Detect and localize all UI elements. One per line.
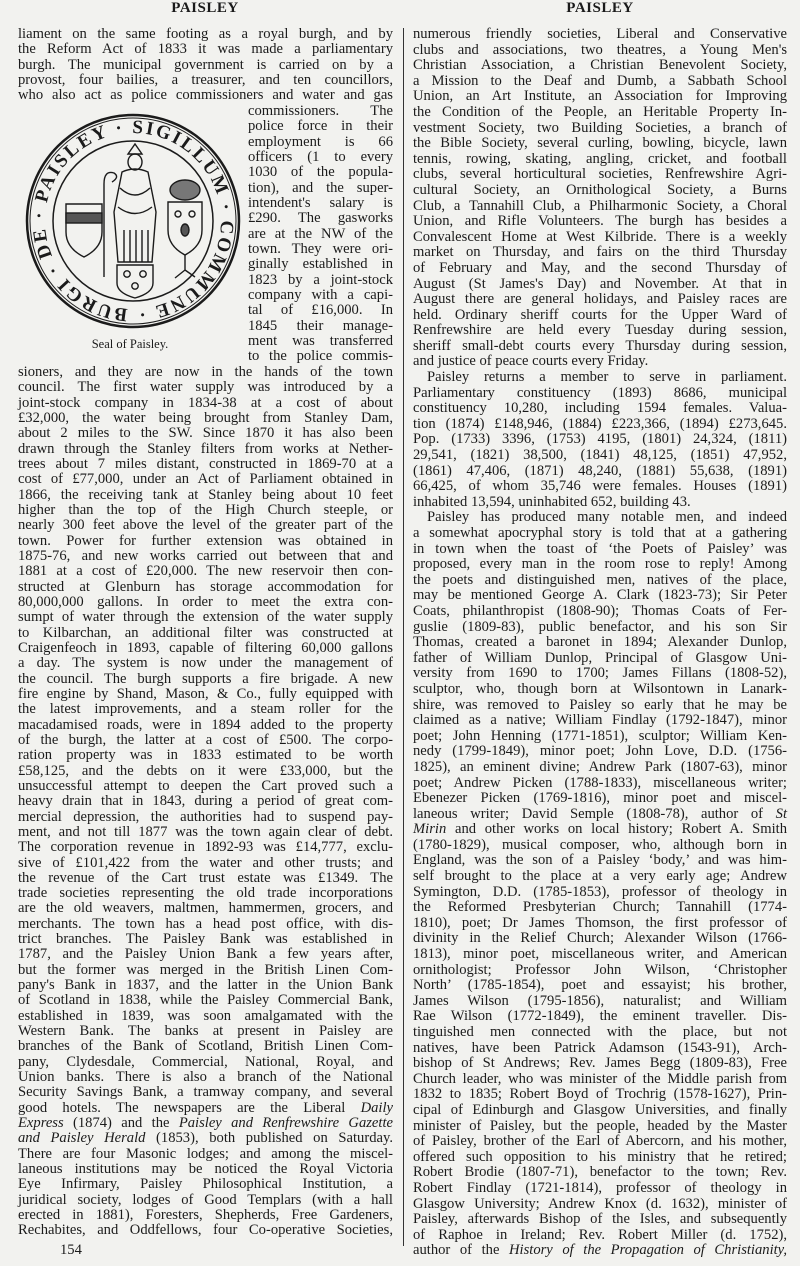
text-line: town. Power for further extension was obtained in	[18, 532, 393, 549]
left-column-top-text	[18, 27, 393, 104]
text-line: the revenue of the Cart trust estate was £1349. The	[18, 869, 393, 886]
text-line: structed at Glenburn has storage accommodation for	[18, 578, 393, 595]
text-line: Pop. (1733) 3396, (1753) 4195, (1801) 24,324, (1811)	[413, 431, 787, 448]
text-line: August there are general holidays, and Paisley races are	[413, 291, 787, 308]
italic-title-text: History of the Propagation of Christianity,	[509, 1242, 787, 1259]
text-line: (1780-1829), musical composer, who, although born in	[413, 836, 787, 853]
italic-title-text: and Paisley Herald	[18, 1130, 146, 1147]
text-line: liament on the same footing as a royal burgh, and by	[18, 26, 393, 42]
text-line: the Reform Act of 1833 it was made a parliamentary	[18, 41, 393, 58]
text-line: Union, an Art Institute, an Association for Improving	[413, 88, 787, 105]
text-segment: author of the	[413, 1242, 509, 1259]
text-line: divinity in the Relief Church; Alexander Wilson (1766-	[413, 930, 787, 947]
text-line: sculptor, who, though born at Wilsontown in Lanark-	[413, 680, 787, 697]
text-line: cost of £77,000, under an Act of Parliament obtained in	[18, 471, 393, 488]
text-line: ration property was in 1833 estimated to be worth	[18, 747, 393, 764]
text-line: Renfrewshire are held every Tuesday during session,	[413, 322, 787, 339]
text-line: tinguished men connected with the place, but not	[413, 1024, 787, 1040]
text-line: the Reformed Presbyterian Church; Tannahill (1774-	[413, 899, 787, 916]
text-line: £290. The gasworks	[248, 210, 393, 227]
text-line: branches of the Bank of Scotland, British Linen Com-	[18, 1038, 393, 1055]
text-line: Craigenfeoch in 1893, capable of filtering 60,000 gallons	[18, 639, 393, 656]
text-line: 29,541, (1821) 38,500, (1841) 48,125, (1851) 47,952,	[413, 447, 787, 464]
text-line: market on Thursday, and fairs on the third Thursday	[413, 244, 787, 261]
text-line: 66,425, of whom 35,746 were females. Houses (1891)	[413, 478, 787, 495]
text-line: the poets and distinguished men, natives of the place,	[413, 571, 787, 588]
text-line: a day. The system is now under the management of	[18, 655, 393, 672]
text-line: drawn through the Stanley filters from works at Nether-	[18, 440, 393, 457]
text-line: Coats, philanthropist (1808-90); Thomas Coats of Fer-	[413, 602, 787, 619]
text-line: natives, have been Patrick Adamson (1543-91), Arch-	[413, 1039, 787, 1056]
text-line: ornithologist; Professor John Wilson, ‘Christopher	[413, 961, 787, 978]
text-line: guslie (1809-83), public benefactor, and his son Sir	[413, 618, 787, 635]
text-line: the latest improvements, and a steam roller for the	[18, 701, 393, 718]
text-line: ginally established in	[248, 256, 393, 273]
text-segment: (1853), both published on Saturday.	[145, 1130, 393, 1147]
text-line: nedy (1799-1849), minor poet; John Love, D.D. (1756-	[413, 743, 787, 760]
text-line: trict branches. The Paisley Bank was established in	[18, 931, 393, 948]
text-line: Thomas, created a baronet in 1894; Alexander Dunlop,	[413, 634, 787, 651]
text-line: a somewhat apocryphal story is told that at a gathering	[413, 525, 787, 541]
page-number: 154	[60, 1242, 82, 1258]
text-line: 1813), minor poet, miscellaneous writer, and American	[413, 946, 787, 963]
text-line: Paisley, afterwards Bishop of the Isles, and subsequently	[413, 1211, 787, 1228]
running-header-right: PAISLEY	[566, 0, 634, 16]
text-line	[413, 822, 787, 838]
text-line: in town when the toast of ‘the Poets of Paisley’ was	[413, 540, 787, 557]
text-line: tion (1874) £148,946, (1884) £223,366, (1894) £273,645.	[413, 415, 787, 432]
text-line: inhabited 13,594, uninhabited 652, building 43.	[413, 493, 691, 510]
text-line: Paisley returns a member to serve in parliament.	[427, 369, 787, 386]
text-line: numerous friendly societies, Liberal and Conservative	[413, 26, 787, 42]
text-line: company with a capi-	[248, 286, 393, 303]
italic-title-text: St	[775, 805, 787, 822]
text-line: Union banks. There is also a branch of the National	[18, 1069, 393, 1086]
text-line: tion), and the super-	[248, 179, 393, 196]
text-line: August (St James's Day) and November. At that in	[413, 275, 787, 292]
text-line: sive of £101,422 from the water and other trusts; and	[18, 854, 393, 871]
left-column-beside-seal-text	[248, 104, 393, 365]
text-line: the Bible Society, several curling, bowling, bicycle, lawn	[413, 135, 787, 152]
text-line: who also act as police commissioners and water and gas	[18, 87, 393, 104]
text-line: Robert Brodie (1807-71), benefactor to the town; Rev.	[413, 1164, 787, 1181]
text-line: tennis, rowing, skating, angling, cricket, and football	[413, 150, 787, 167]
text-line: Paisley has produced many notable men, and indeed	[427, 509, 787, 526]
text-line: tal of £16,000. In	[248, 302, 393, 319]
text-line: clubs, several horticultural societies, Renfrewshire Agri-	[413, 166, 787, 183]
text-line: of Paisley, brother of the Earl of Abercorn, and his mother,	[413, 1133, 787, 1150]
text-line: James Wilson (1795-1856), naturalist; and William	[413, 992, 787, 1009]
text-line: a Mission to the Deaf and Dumb, a Sabbath School	[413, 72, 787, 89]
italic-title-text: Mirin	[413, 821, 447, 838]
text-line: officers (1 to every	[248, 148, 393, 165]
text-line: joint-stock company in 1834-38 at a cost of about	[18, 394, 393, 411]
text-line: Eye Infirmary, Paisley Philosophical Institution, a	[18, 1176, 393, 1193]
italic-title-text: Express	[18, 1115, 64, 1132]
bishop-figure	[104, 144, 156, 277]
text-line: sumpt of water through the extension of the water supply	[18, 609, 393, 626]
text-line: Church leader, who was minister of the Middle parish from	[413, 1070, 787, 1087]
text-segment: and other works on local history; Robert A. Smith	[446, 821, 787, 838]
text-line: bishop of St Andrews; Rev. James Begg (1809-83), Free	[413, 1055, 787, 1072]
seal-caption: Seal of Paisley.	[91, 337, 169, 351]
text-line: and justice of peace courts every Friday.	[413, 353, 649, 370]
text-line: Christian Association, a Christian Benevolent Society,	[413, 57, 787, 74]
text-line: sheriff small-debt courts every Thursday during session,	[413, 337, 787, 354]
text-line: 80,000,000 gallons. In order to meet the extra con-	[18, 593, 393, 610]
text-line: 1825), an eminent divine; Andrew Park (1807-63), minor	[413, 758, 787, 775]
text-line: pany, Clydesdale, Commercial, National, Royal, and	[18, 1053, 393, 1070]
text-line: mercial depression, the authorities had to suspend pay-	[18, 808, 393, 825]
text-line: pany's Bank in 1837, and the latter in the Union Bank	[18, 977, 393, 994]
text-line: cipal of Edinburgh and Glasgow Universities, and finally	[413, 1101, 787, 1118]
text-line: minister of Paisley, but the people, headed by the Master	[413, 1117, 787, 1134]
text-line: vestment Society, two Building Societies, a branch of	[413, 119, 787, 136]
text-line	[18, 1101, 393, 1116]
text-line: higher than the top of the High Church steeple, or	[18, 501, 393, 518]
text-line: burgh. The municipal government is carried on by a	[18, 56, 393, 73]
text-line: clubs and associations, two theatres, a Young Men's	[413, 41, 787, 58]
text-line: laneous institutions may be noticed the Royal Victoria	[18, 1161, 393, 1178]
text-line: trade societies representing the old trade incorporations	[18, 885, 393, 902]
text-segment: good hotels. The newspapers are the Liberal	[18, 1099, 361, 1116]
text-line: self brought to the place at a very early age; Andrew	[413, 868, 787, 885]
text-line: fire engine by Shand, Mason, & Co., fully equipped with	[18, 685, 393, 702]
text-line: to Kilbarchan, an additional filter was constructed at	[18, 624, 393, 641]
text-line: 1881 at a cost of £20,000. The new reservoir then con-	[18, 563, 393, 580]
text-line: of Raphoe in Ireland; Rev. Robert Miller (d. 1752),	[413, 1226, 787, 1243]
text-line: held. Ordinary sheriff courts for the Upper Ward of	[413, 306, 787, 323]
text-line: commissioners. The	[248, 103, 393, 119]
text-line: Convalescent Home at West Kilbride. There is a weekly	[413, 228, 787, 245]
text-line: ment, and not till 1877 was the town again clear of debt.	[18, 823, 393, 840]
text-line: poet; Andrew Picken (1788-1833), miscellaneous writer;	[413, 774, 787, 791]
text-line: 1866, the receiving tank at Stanley being about 10 feet	[18, 486, 393, 503]
text-line: Glasgow University; Andrew Knox (d. 1632), minister of	[413, 1195, 787, 1212]
text-line: police force in their	[248, 118, 393, 135]
text-line: established in 1839, was soon amalgamated with the	[18, 1007, 393, 1024]
text-line: Security Savings Bank, a tramway company, and several	[18, 1084, 393, 1101]
text-line: Ebenezer Picken (1769-1816), minor poet and miscel-	[413, 790, 787, 807]
text-line: Robert Findlay (1721-1814), professor of theology in	[413, 1179, 787, 1196]
text-line	[18, 1116, 393, 1131]
text-line: of the burgh, the latter at a cost of £500. The corpo-	[18, 731, 393, 748]
text-line: 1875-76, and new works carried out between that and	[18, 547, 393, 564]
text-line: 1810), poet; Dr James Thomson, the first professor of	[413, 914, 787, 931]
text-line: unsuccessful attempt to deepen the Cart proved such a	[18, 777, 393, 794]
text-line: 1845 their manage-	[248, 317, 393, 334]
text-line: juridical society, lodges of Good Templars (with a hall	[18, 1191, 393, 1208]
text-line: £32,000, the water being brought from Stanley Dam,	[18, 409, 393, 426]
text-line: Union, and Rifle Volunteers. The burgh has besides a	[413, 213, 787, 230]
bottom-shield	[117, 265, 153, 298]
text-line: Club, a Tannahill Club, a Philharmonic Society, a Choral	[413, 197, 787, 214]
text-line: 1787, and the Paisley Union Bank a few years after,	[18, 946, 393, 963]
text-segment: laneous writer; David Semple (1808-78), author of	[413, 805, 776, 822]
right-column-text	[413, 27, 787, 1259]
text-line: 1832 to 1835; Robert Boyd of Trochrig (1578-1627), Prin-	[413, 1086, 787, 1103]
text-line: the Condition of the People, an Heritable Property In-	[413, 103, 787, 120]
running-header-left: PAISLEY	[171, 0, 239, 16]
text-line: Parliamentary constituency (1893) 8686, municipal	[413, 384, 787, 401]
text-line: sioners, and they are now in the hands of the town	[18, 364, 393, 380]
italic-title-text: Daily	[360, 1099, 393, 1116]
column-divider	[403, 28, 404, 1246]
text-line: are at the NW of the	[248, 225, 393, 242]
text-line: of Scotland in 1838, while the Paisley Commercial Bank,	[18, 992, 393, 1009]
text-line: nearly 300 feet above the level of the greater part of the	[18, 517, 393, 534]
text-segment: (1874) and the	[63, 1115, 179, 1132]
text-line: employment is 66	[248, 133, 393, 150]
text-line: provost, four bailies, a treasurer, and ten councillors,	[18, 71, 393, 88]
text-line: father of William Dunlop, Principal of Glasgow Uni-	[413, 649, 787, 666]
text-line: cultural Society, an Ornithological Society, a Burns	[413, 181, 787, 198]
italic-title-text: Paisley and Renfrewshire Gazette	[178, 1115, 393, 1132]
text-line: merchants. The town has a head post office, with dis-	[18, 915, 393, 932]
text-line: Symington, D.D. (1785-1853), professor of theology in	[413, 883, 787, 900]
right-shield	[168, 180, 202, 278]
text-line: proposed, every man in the room rose to reply! Among	[413, 556, 787, 573]
text-line: £58,125, and the debts on it were £33,000, but the	[18, 762, 393, 779]
text-line: ment was transferred	[248, 332, 393, 349]
text-line: 1823 by a joint-stock	[248, 271, 393, 288]
text-line: to the police commis-	[248, 348, 393, 365]
text-line	[413, 807, 787, 823]
text-line	[413, 1243, 787, 1259]
text-line: intendent's salary is	[248, 194, 393, 211]
text-line: the council. The burgh supports a fire brigade. A new	[18, 670, 393, 687]
seal-legend: BURGI · DE · PAISLEY · SIGILLUM · COMMUNE ·	[29, 117, 237, 325]
left-shield	[66, 204, 102, 257]
text-line: poet; John Henning (1771-1851), sculptor; William Ken-	[413, 727, 787, 744]
text-line: may be mentioned George A. Clark (1823-73); Sir Peter	[413, 587, 787, 604]
text-line: (1861) 47,406, (1871) 48,240, (1881) 55,638, (1891)	[413, 462, 787, 479]
text-line: versity from 1690 to 1700; James Fillans (1808-52),	[413, 665, 787, 682]
text-line: There are four Masonic lodges; and among the miscel-	[18, 1145, 393, 1162]
text-line: trees about 7 miles distant, constructed in 1869-70 at a	[18, 455, 393, 472]
seal-of-paisley-illustration	[24, 112, 242, 330]
text-line: town. They were ori-	[248, 240, 393, 257]
text-line: North’ (1785-1854), poet and essayist; his brother,	[413, 977, 787, 994]
text-line: England, was the son of a Paisley ‘body,’ and was him-	[413, 852, 787, 869]
text-line: The corporation revenue in 1892-93 was £14,777, exclu-	[18, 839, 393, 856]
text-line: erected in 1881), Foresters, Shepherds, Free Gardeners,	[18, 1207, 393, 1224]
text-line: constituency 10,280, including 1594 females. Valua-	[413, 400, 787, 417]
text-line: macadamised roads, were in 1894 added to the property	[18, 716, 393, 733]
text-line: of February and May, and the second Thursday of	[413, 259, 787, 276]
text-line: offered such opposition to his ministry that he retired;	[413, 1148, 787, 1165]
text-line: Rae Wilson (1772-1849), the eminent traveller. Dis-	[413, 1008, 787, 1025]
text-line: shire, was removed to Paisley so early that he may be	[413, 696, 787, 713]
text-line	[18, 1131, 393, 1146]
text-line: Rechabites, and Oddfellows, four Co-operative Societies,	[18, 1222, 393, 1239]
text-line: claimed as a native; William Findlay (1792-1847), minor	[413, 712, 787, 729]
text-line: heavy drain that in 1843, during a period of great com-	[18, 793, 393, 810]
text-line: council. The first water supply was introduced by a	[18, 379, 393, 396]
text-line: 1030 of the popula-	[248, 164, 393, 181]
text-line: about 2 miles to the SW. Since 1870 it has also been	[18, 425, 393, 442]
text-line: are the old weavers, maltmen, hammermen, grocers, and	[18, 900, 393, 917]
text-line: but the former was merged in the British Linen Com-	[18, 961, 393, 978]
left-column-main-text	[18, 365, 393, 1239]
text-line: Western Bank. The banks at present in Paisley are	[18, 1023, 393, 1040]
